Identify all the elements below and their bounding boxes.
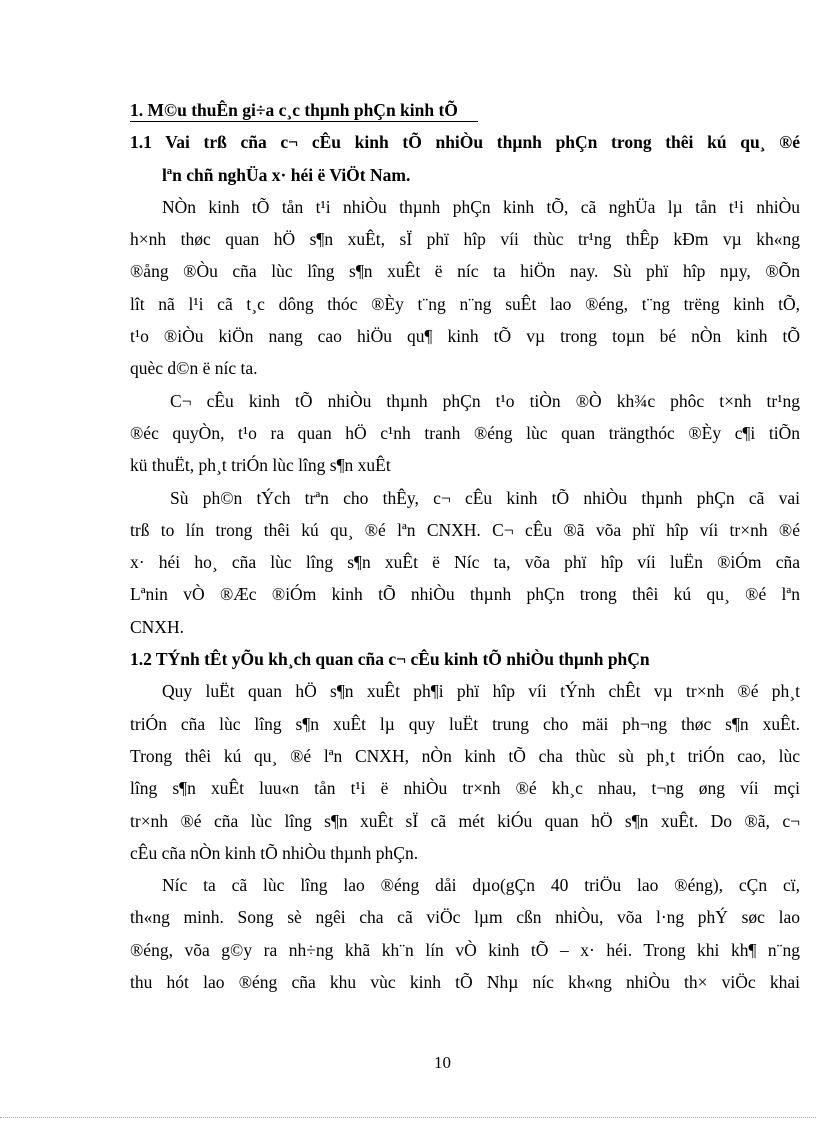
paragraph-3-line-1: Sù ph©n tÝch trªn cho thÊy, c¬ cÊu kinh tÕ nhiÒu thµnh phÇn cã vai: [170, 487, 800, 508]
paragraph-4-line-2: triÓn cña lùc lîng s¶n xuÊt lµ quy luËt trung cho mäi ph¬ng thøc s¶n xuÊt.: [130, 713, 800, 734]
paragraph-1-line-4: lît nã l¹i cã t¸c dông thóc ®Èy t¨ng n¨ng suÊt lao ®éng, t¨ng trëng kinh tÕ,: [130, 293, 800, 314]
paragraph-5-line-3: ®éng, võa g©y ra nh÷ng khã kh¨n lín vÒ kinh tÕ – x· héi. Trong khi kh¶ n¨ng: [130, 939, 800, 960]
paragraph-1-line-2: h×nh thøc quan hÖ s¶n xuÊt, sÏ phï hîp víi thùc tr¹ng thÊp kÐm vµ kh«ng: [130, 229, 800, 250]
paragraph-4-line-1: Quy luËt quan hÖ s¶n xuÊt ph¶i phï hîp víi tÝnh chÊt vµ tr×nh ®é ph¸t: [162, 681, 800, 702]
paragraph-1-line-5: t¹o ®iÒu kiÖn nang cao hiÖu qu¶ kinh tÕ vµ trong toµn bé nÒn kinh tÕ: [130, 326, 800, 347]
subsection-heading-1-2: 1.2 TÝnh tÊt yÕu kh¸ch quan cña c¬ cÊu kinh tÕ nhiÒu thµnh phÇn: [130, 649, 650, 670]
paragraph-2-line-1: C¬ cÊu kinh tÕ nhiÒu thµnh phÇn t¹o tiÒn ®Ò kh¾c phôc t×nh tr¹ng: [170, 390, 800, 411]
paragraph-4-line-4: lîng s¶n xuÊt luu«n tån t¹i ë nhiÒu tr×nh ®é kh¸c nhau, t¬ng øng víi mçi: [130, 778, 800, 799]
paragraph-2-line-3: kü thuËt, ph¸t triÓn lùc lîng s¶n xuÊt: [130, 455, 391, 476]
paragraph-3-line-4: Lªnin vÒ ®Æc ®iÓm kinh tÕ nhiÒu thµnh phÇn trong thêi kú qu¸ ®é lªn: [130, 584, 800, 605]
subsection-heading-1-1-line-1: 1.1 Vai trß cña c¬ cÊu kinh tÕ nhiÒu thµnh phÇn trong thêi kú qu¸ ®é: [130, 132, 800, 153]
page-number: 10: [434, 1053, 451, 1072]
paragraph-1-line-3: ®ång ®Òu cña lùc lîng s¶n xuÊt ë níc ta hiÖn nay. Sù phï hîp nµy, ®Õn: [130, 261, 800, 282]
page-break-dotted-line: [0, 1117, 816, 1118]
section-heading-1-text: 1. M©u thuÊn gi÷a c¸c thµnh phÇn kinh tÕ: [130, 100, 478, 122]
paragraph-1-line-1: NÒn kinh tÕ tån t¹i nhiÒu thµnh phÇn kinh tÕ, cã nghÜa lµ tån t¹i nhiÒu: [162, 196, 800, 217]
paragraph-5-line-4: thu hót lao ®éng cña khu vùc kinh tÕ Nhµ níc kh«ng nhiÒu th× viÖc khai: [130, 972, 800, 993]
paragraph-1-line-6: quèc d©n ë níc ta.: [130, 358, 258, 379]
paragraph-5-line-2: th«ng minh. Song sè ngêi cha cã viÖc lµm cßn nhiÒu, võa l·ng phÝ søc lao: [130, 907, 800, 928]
section-heading-1: [130, 94, 800, 126]
subsection-heading-1-1-line-2: lªn chñ nghÜa x· héi ë ViÖt Nam.: [162, 164, 411, 185]
paragraph-4-line-3: Trong thêi kú qu¸ ®é lªn CNXH, nÒn kinh tÕ cha thùc sù ph¸t triÓn cao, lùc: [130, 745, 800, 766]
paragraph-3-line-5: CNXH.: [130, 616, 184, 637]
paragraph-4-line-5: tr×nh ®é cña lùc lîng s¶n xuÊt sÏ cã mét kiÓu quan hÖ s¶n xuÊt. Do ®ã, c¬: [130, 810, 800, 831]
paragraph-4-line-6: cÊu cña nÒn kinh tÕ nhiÒu thµnh phÇn.: [130, 842, 419, 863]
paragraph-2-line-2: ®éc quyÒn, t¹o ra quan hÖ c¹nh tranh ®éng lùc quan trängthóc ®Èy c¶i tiÕn: [130, 422, 800, 443]
paragraph-3-line-3: x· héi ho¸ cña lùc lîng s¶n xuÊt ë Níc ta, võa phï hîp víi luËn ®iÓm cña: [130, 552, 800, 573]
paragraph-5-line-1: Níc ta cã lùc lîng lao ®éng dåi dµo(gÇn 40 triÖu lao ®éng), cÇn cï,: [162, 875, 800, 896]
document-text-block: [130, 94, 800, 998]
paragraph-3-line-2: trß to lín trong thêi kú qu¸ ®é lªn CNXH. C¬ cÊu ®ã võa phï hîp víi tr×nh ®é: [130, 519, 800, 540]
